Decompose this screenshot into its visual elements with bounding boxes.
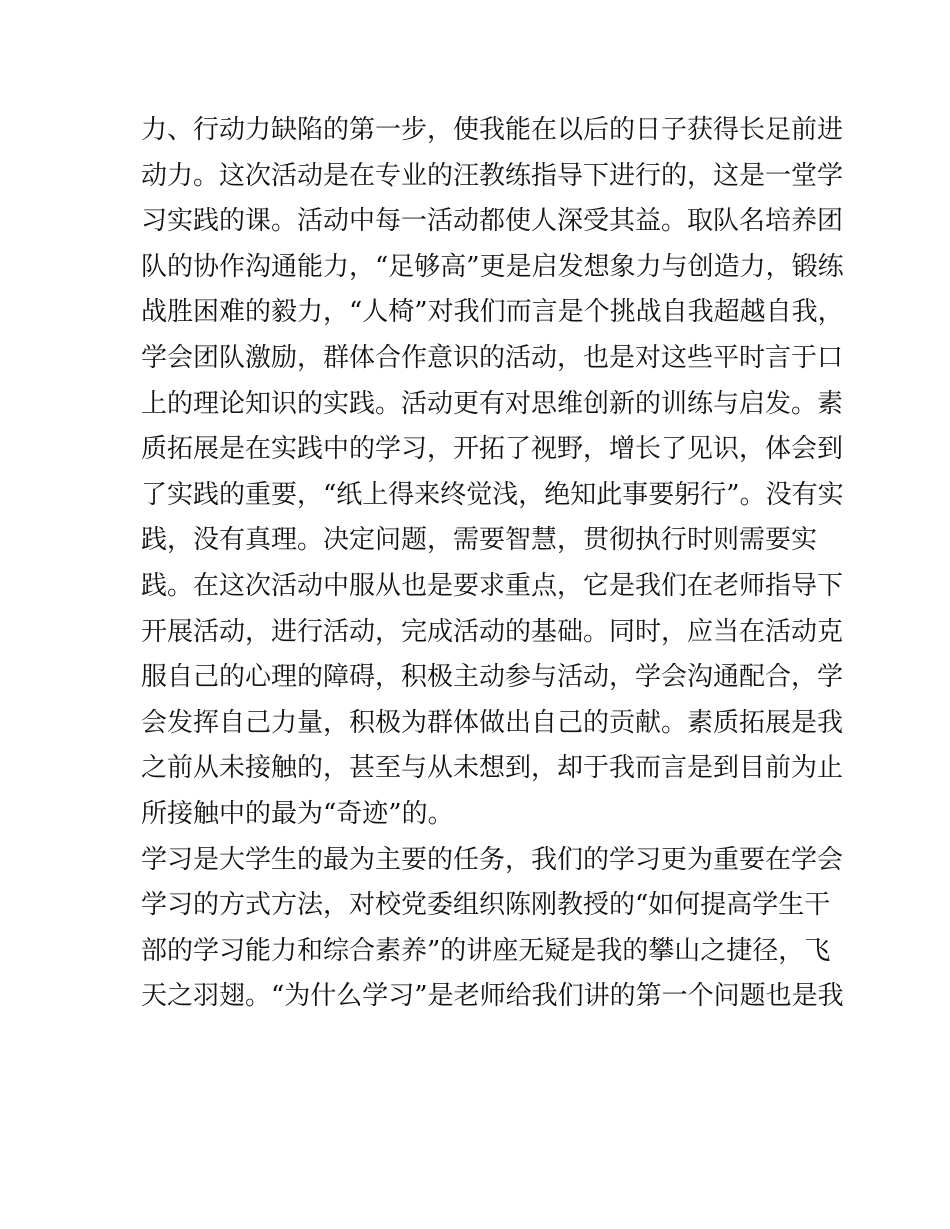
text-line: 学习的方式方法，对校党委组织陈刚教授的“如何提高学生干 [141,890,831,921]
text-line: 天之羽翅。“为什么学习”是老师给我们讲的第一个问题也是我 [141,981,844,1012]
text-line: 会发挥自己力量，积极为群体做出自己的贡献。素质拓展是我 [141,707,844,738]
text-line: 动力。这次活动是在专业的汪教练指导下进行的，这是一堂学 [141,160,844,191]
text-line: 战胜困难的毅力，“人椅”对我们而言是个挑战自我超越自我， [141,297,844,328]
text-line: 服自己的心理的障碍，积极主动参与活动，学会沟通配合，学 [141,662,844,693]
text-line: 学习是大学生的最为主要的任务，我们的学习更为重要在学会 [141,844,844,875]
text-line: 开展活动，进行活动，完成活动的基础。同时，应当在活动克 [141,616,844,647]
text-line: 队的协作沟通能力，“足够高”更是启发想象力与创造力，锻练 [141,251,844,282]
body-text [141,108,844,1020]
text-line: 部的学习能力和综合素养”的讲座无疑是我的攀山之捷径，飞 [141,935,831,966]
text-line: 践，没有真理。决定问题，需要智慧，贯彻执行时则需要实 [141,525,818,556]
text-line: 习实践的课。活动中每一活动都使人深受其益。取队名培养团 [141,206,844,237]
text-line: 学会团队激励，群体合作意识的活动，也是对这些平时言于口 [141,342,844,373]
text-line: 之前从未接触的，甚至与从未想到，却于我而言是到目前为止 [141,753,844,784]
text-line: 践。在这次活动中服从也是要求重点，它是我们在老师指导下 [141,570,844,601]
text-line: 力、行动力缺陷的第一步，使我能在以后的日子获得长足前进 [141,115,844,145]
text-line: 质拓展是在实践中的学习，开拓了视野，增长了见识，体会到 [141,434,844,465]
text-line: 了实践的重要，“纸上得来终觉浅，绝知此事要躬行”。没有实 [141,479,844,510]
text-line: 所接触中的最为“奇迹”的。 [141,798,454,829]
text-line: 上的理论知识的实践。活动更有对思维创新的训练与启发。素 [141,388,844,419]
